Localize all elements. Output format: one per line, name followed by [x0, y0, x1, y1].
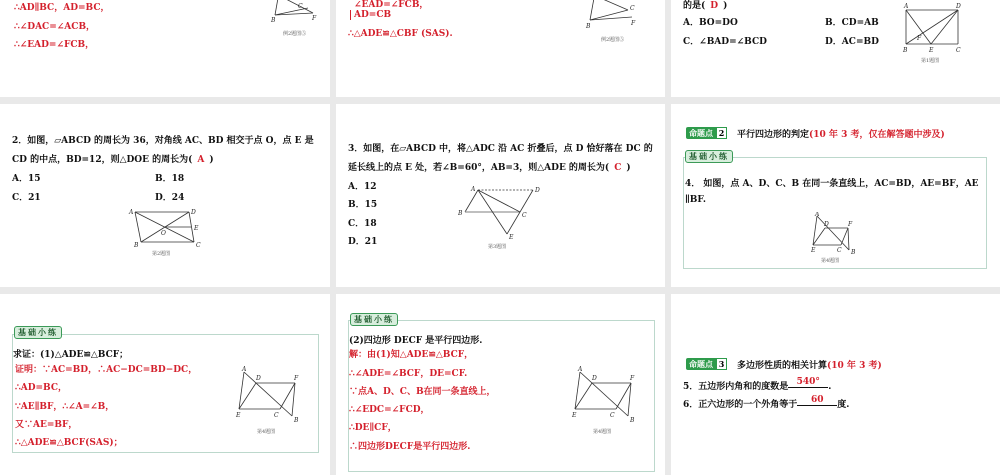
slide-thumbnail-2[interactable] [336, 0, 665, 97]
figure-caption: 第1题图 [921, 58, 940, 64]
svg-text:E: E [509, 234, 514, 240]
svg-text:A: A [129, 209, 134, 216]
option-b: B．CD=AB [825, 18, 879, 28]
svg-text:F: F [630, 375, 635, 382]
svg-text:A: A [904, 3, 909, 10]
option-c: C．21 [12, 193, 41, 203]
proof-line: ∴AD∥BC，AD=BC， [14, 3, 110, 13]
figure-caption: 第4题图 [593, 429, 612, 435]
figure-caption: 例2题图⑤ [283, 31, 307, 37]
section-title: 平行四边形的判定 [737, 129, 810, 140]
svg-text:A: A [578, 366, 583, 373]
option-c: C．∠BAD=∠BCD [683, 37, 767, 47]
svg-text:D: D [535, 187, 540, 194]
option-b: B．18 [155, 174, 185, 184]
svg-text:A: A [471, 186, 476, 193]
question-stem: 的是( D ) [683, 1, 728, 11]
topic-badge: 命题点 3 多边形性质的相关计算(10 年 3 考) [686, 358, 882, 370]
svg-text:F: F [312, 15, 317, 22]
geometry-figure [128, 206, 208, 248]
svg-text:D: D [191, 209, 196, 216]
figure-caption: 第2题图 [152, 251, 171, 257]
svg-text:D: D [256, 375, 261, 382]
svg-text:E: E [929, 47, 934, 54]
section-note: (10 年 3 考，仅在解答题中涉及) [809, 129, 945, 140]
practice-tag: 基础小练 [685, 150, 733, 163]
proof-line: ∠EAD=∠FCB， [354, 0, 429, 10]
question-text: (2)四边形 DECF 是平行四边形. [349, 336, 483, 346]
geometry-figure [458, 184, 548, 240]
section-title: 多边形性质的相关计算 [737, 360, 828, 371]
proof-line: ∴∠DAC=∠ACB， [14, 22, 96, 32]
svg-text:B: B [271, 17, 276, 24]
svg-text:C: C [610, 412, 615, 419]
svg-text:C: C [837, 247, 842, 254]
svg-text:E: E [811, 247, 816, 254]
answer-blank: 60 [797, 395, 837, 406]
svg-text:C: C [274, 412, 279, 419]
slide-thumbnail-5[interactable] [336, 104, 665, 287]
figure-caption: 第3题图 [488, 244, 507, 250]
answer: C [614, 163, 622, 173]
option-d: D．AC=BD [825, 37, 879, 47]
geometry-figure [901, 0, 966, 55]
svg-text:D: D [824, 221, 829, 228]
svg-text:C: C [196, 242, 201, 248]
svg-text:C: C [956, 47, 961, 54]
solution-line: ∴∠EDC=∠FCD， [349, 405, 430, 415]
conclusion-line: ∴△ADE≌△CBF (SAS). [348, 29, 453, 39]
svg-text:D: D [956, 3, 961, 10]
slide-thumbnail-7[interactable] [0, 294, 330, 475]
slide-thumbnail-1[interactable] [0, 0, 330, 97]
svg-text:E: E [236, 412, 241, 419]
question-stem: 4． 如图，点 A、D、C、B 在同一条直线上，AC=BD，AE=BF，AE [685, 179, 979, 189]
geometry-figure [268, 0, 323, 26]
svg-text:B: B [851, 249, 856, 254]
svg-text:B: B [630, 417, 635, 424]
proof-line: ∴△ADE≌△BCF(SAS)； [15, 438, 123, 448]
geometry-figure [584, 0, 639, 30]
solution-line: ∴DE∥CF， [349, 423, 397, 433]
question-stem: ∥BF. [685, 195, 706, 205]
slide-thumbnail-8[interactable] [336, 294, 665, 475]
proof-line: ∴∠EAD=∠FCB， [14, 40, 95, 50]
option-b: B．15 [348, 200, 378, 210]
answer-blank: 540° [788, 377, 828, 388]
geometry-figure [811, 212, 861, 254]
solution-line: ∴∠ADE=∠BCF，DE=CF. [349, 369, 468, 379]
geometry-figure [232, 364, 307, 426]
svg-text:F: F [917, 35, 922, 42]
proof-line: ∴AD=BC， [15, 383, 67, 393]
topic-badge: 命题点 2 平行四边形的判定(10 年 3 考，仅在解答题中涉及) [686, 127, 945, 139]
svg-text:F: F [294, 375, 299, 382]
solution-line: 解：由(1)知△ADE≌△BCF， [349, 350, 474, 360]
slide-thumbnail-6[interactable] [671, 104, 1000, 287]
option-c: C．18 [348, 219, 377, 229]
geometry-figure [568, 364, 643, 426]
option-a: A．15 [12, 174, 41, 184]
option-a: A．12 [348, 182, 377, 192]
practice-tag: 基础小练 [14, 326, 62, 339]
svg-text:C: C [522, 212, 527, 219]
question-6: 6．正六边形的一个外角等于 60 度. [683, 395, 850, 410]
solution-line: ∴四边形DECF是平行四边形. [349, 442, 471, 452]
question-stem: 延长线上的点 E 处，若∠B=60°，AB=3，则△ADE 的周长为( C ) [348, 163, 631, 173]
svg-text:B: B [294, 417, 299, 424]
svg-text:A: A [242, 366, 247, 373]
question-stem: CD 的中点，BD=12，则△DOE 的周长为( A ) [12, 155, 214, 165]
question-5: 5．五边形内角和的度数是 540° . [683, 377, 832, 392]
svg-text:C: C [298, 3, 303, 10]
svg-text:F: F [848, 221, 853, 228]
figure-caption: 例2题图⑤ [601, 37, 625, 43]
question-stem: 3．如图，在▱ABCD 中，将△ADC 沿 AC 折叠后，点 D 恰好落在 DC 的 [348, 144, 653, 154]
svg-text:B: B [903, 47, 908, 54]
svg-text:B: B [458, 210, 463, 217]
option-d: D．21 [348, 237, 378, 247]
question-stem: 2．如图，▱ABCD 的周长为 36，对角线 AC、BD 相交于点 O，点 E 是 [12, 136, 314, 146]
svg-text:B: B [586, 23, 591, 30]
answer: D [710, 1, 719, 11]
proof-line: 证明：∵AC=BD，∴AC−DC=BD−DC， [15, 365, 198, 375]
question-text: 求证：(1)△ADE≌△BCF； [13, 350, 129, 360]
svg-text:C: C [630, 5, 635, 12]
slide-thumbnail-3[interactable] [671, 0, 1000, 97]
svg-text:D: D [592, 375, 597, 382]
figure-caption: 第4题图 [821, 258, 840, 264]
answer: A [197, 155, 205, 165]
svg-text:A: A [815, 212, 820, 218]
svg-text:E: E [194, 225, 199, 232]
section-note: (10 年 3 考) [827, 360, 882, 371]
option-d: D．24 [155, 193, 185, 203]
svg-text:O: O [161, 230, 166, 237]
slide-thumbnail-9[interactable] [671, 294, 1000, 475]
svg-text:F: F [631, 20, 636, 27]
proof-line: AD=CB [350, 10, 391, 20]
proof-line: 又∵AE=BF， [15, 420, 78, 430]
svg-text:E: E [572, 412, 577, 419]
figure-caption: 第4题图 [257, 429, 276, 435]
slide-thumbnail-4[interactable] [0, 104, 330, 287]
proof-line: ∵AE∥BF，∴∠A=∠B， [15, 402, 115, 412]
solution-line: ∵点A、D、C、B在同一条直线上， [349, 387, 496, 397]
practice-tag: 基础小练 [350, 313, 398, 326]
svg-text:B: B [134, 242, 139, 248]
option-a: A．BO=DO [683, 18, 738, 28]
